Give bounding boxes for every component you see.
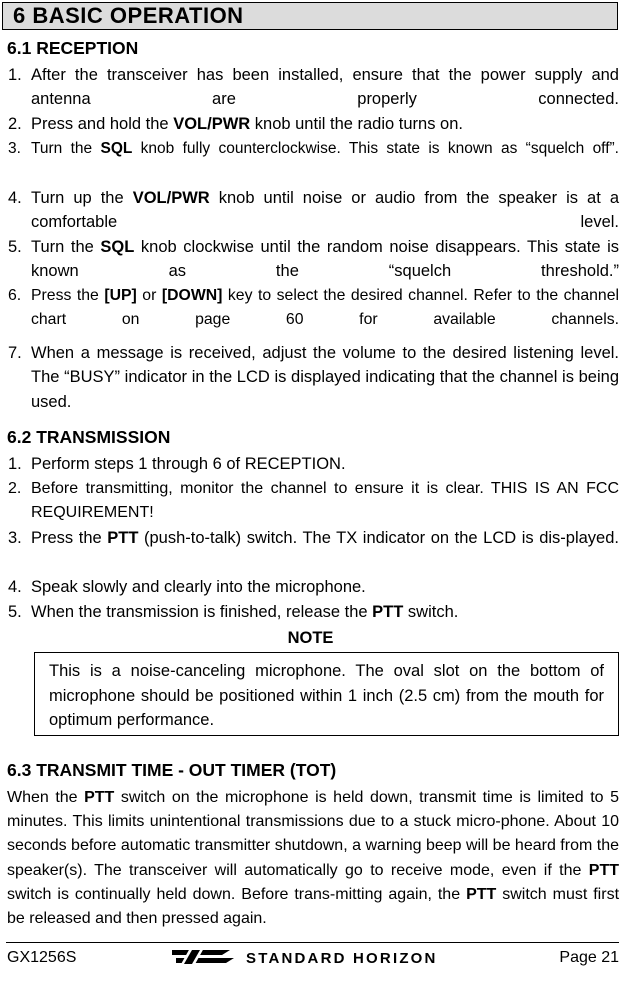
item-number: 2.: [8, 480, 22, 497]
item-text: Press and hold the VOL/PWR knob until the radio turns on.: [31, 115, 463, 133]
item-number: 6.: [8, 287, 22, 304]
chapter-title: 6 BASIC OPERATION: [2, 2, 618, 30]
standard-horizon-logo: [170, 946, 455, 968]
note-box: [34, 652, 619, 736]
item-number: 5.: [8, 238, 22, 256]
item-number: 1.: [8, 66, 22, 84]
item-text: Perform steps 1 through 6 of RECEPTION.: [31, 455, 346, 473]
list-item: [8, 341, 619, 439]
item-text: After the transceiver has been installed, ensure that the power supply and antenna are properly connected.: [31, 66, 619, 109]
item-text: Turn the SQL knob clockwise until the random noise disappears. This state is known as the “squelch threshold.”: [31, 238, 620, 281]
note-heading: NOTE: [287, 629, 334, 647]
item-text: Before transmitting, monitor the channel to ensure it is clear. THIS IS AN FCC REQUIREMENT!: [31, 480, 619, 522]
list-item: [8, 137, 619, 186]
section-title-transmission: 6.2 TRANSMISSION: [7, 427, 171, 447]
item-number: 7.: [8, 344, 22, 362]
list-item: [8, 600, 619, 624]
list-item: [8, 526, 619, 575]
brand-mark-icon: [172, 948, 234, 966]
item-number: 3.: [8, 140, 21, 157]
item-text: When the transmission is finished, release the PTT switch.: [31, 603, 459, 621]
footer-divider: [6, 942, 619, 943]
list-item: [8, 575, 619, 599]
list-item: [8, 452, 619, 476]
item-text: Turn up the VOL/PWR knob until noise or audio from the speaker is at a comfortable level.: [31, 189, 619, 232]
note-text: This is a noise-canceling microphone. The oval slot on the bottom of microphone should be positioned within 1 inch (2.5 cm) from the mouth for optimum performance.: [49, 662, 604, 730]
section-title-reception: 6.1 RECEPTION: [7, 38, 139, 58]
item-number: 2.: [8, 115, 22, 133]
tot-paragraph: When the PTT switch on the microphone is held down, transmit time is limited to 5 minutes. This limits unintentional transmissions due to a stuck micro-phone. About 10 seconds before automatic transmitter shutdown, a warning beep will be heard from the speaker(s). The transceiver will automatically go to receive mode, even if the PTT switch is continually held down. Before trans-mitting again, the PTT switch must first be released and then pressed again.: [7, 789, 620, 928]
list-item: [8, 112, 619, 136]
item-number: 4.: [8, 189, 22, 207]
item-number: 3.: [8, 529, 22, 547]
item-text: Press the [UP] or [DOWN] key to select the desired channel. Refer to the channel chart on page 60 for available channels.: [31, 287, 619, 329]
brand-name: STANDARD HORIZON: [246, 950, 438, 967]
item-text: When a message is received, adjust the volume to the desired listening level. The “BUSY” indicator in the LCD is displayed indicating that the channel is being used.: [31, 344, 619, 411]
item-number: 4.: [8, 578, 22, 596]
section-title-tot: 6.3 TRANSMIT TIME - OUT TIMER (TOT): [7, 760, 337, 780]
item-text: Turn the SQL knob fully counterclockwise. This state is known as “squelch off”.: [31, 140, 619, 157]
model-number: GX1256S: [7, 949, 77, 966]
item-number: 1.: [8, 455, 22, 473]
item-number: 5.: [8, 603, 22, 621]
item-text: Speak slowly and clearly into the microphone.: [31, 578, 366, 596]
item-text: Press the PTT (push-to-talk) switch. The TX indicator on the LCD is dis-played.: [31, 529, 619, 547]
page-number: Page 21: [559, 949, 619, 966]
